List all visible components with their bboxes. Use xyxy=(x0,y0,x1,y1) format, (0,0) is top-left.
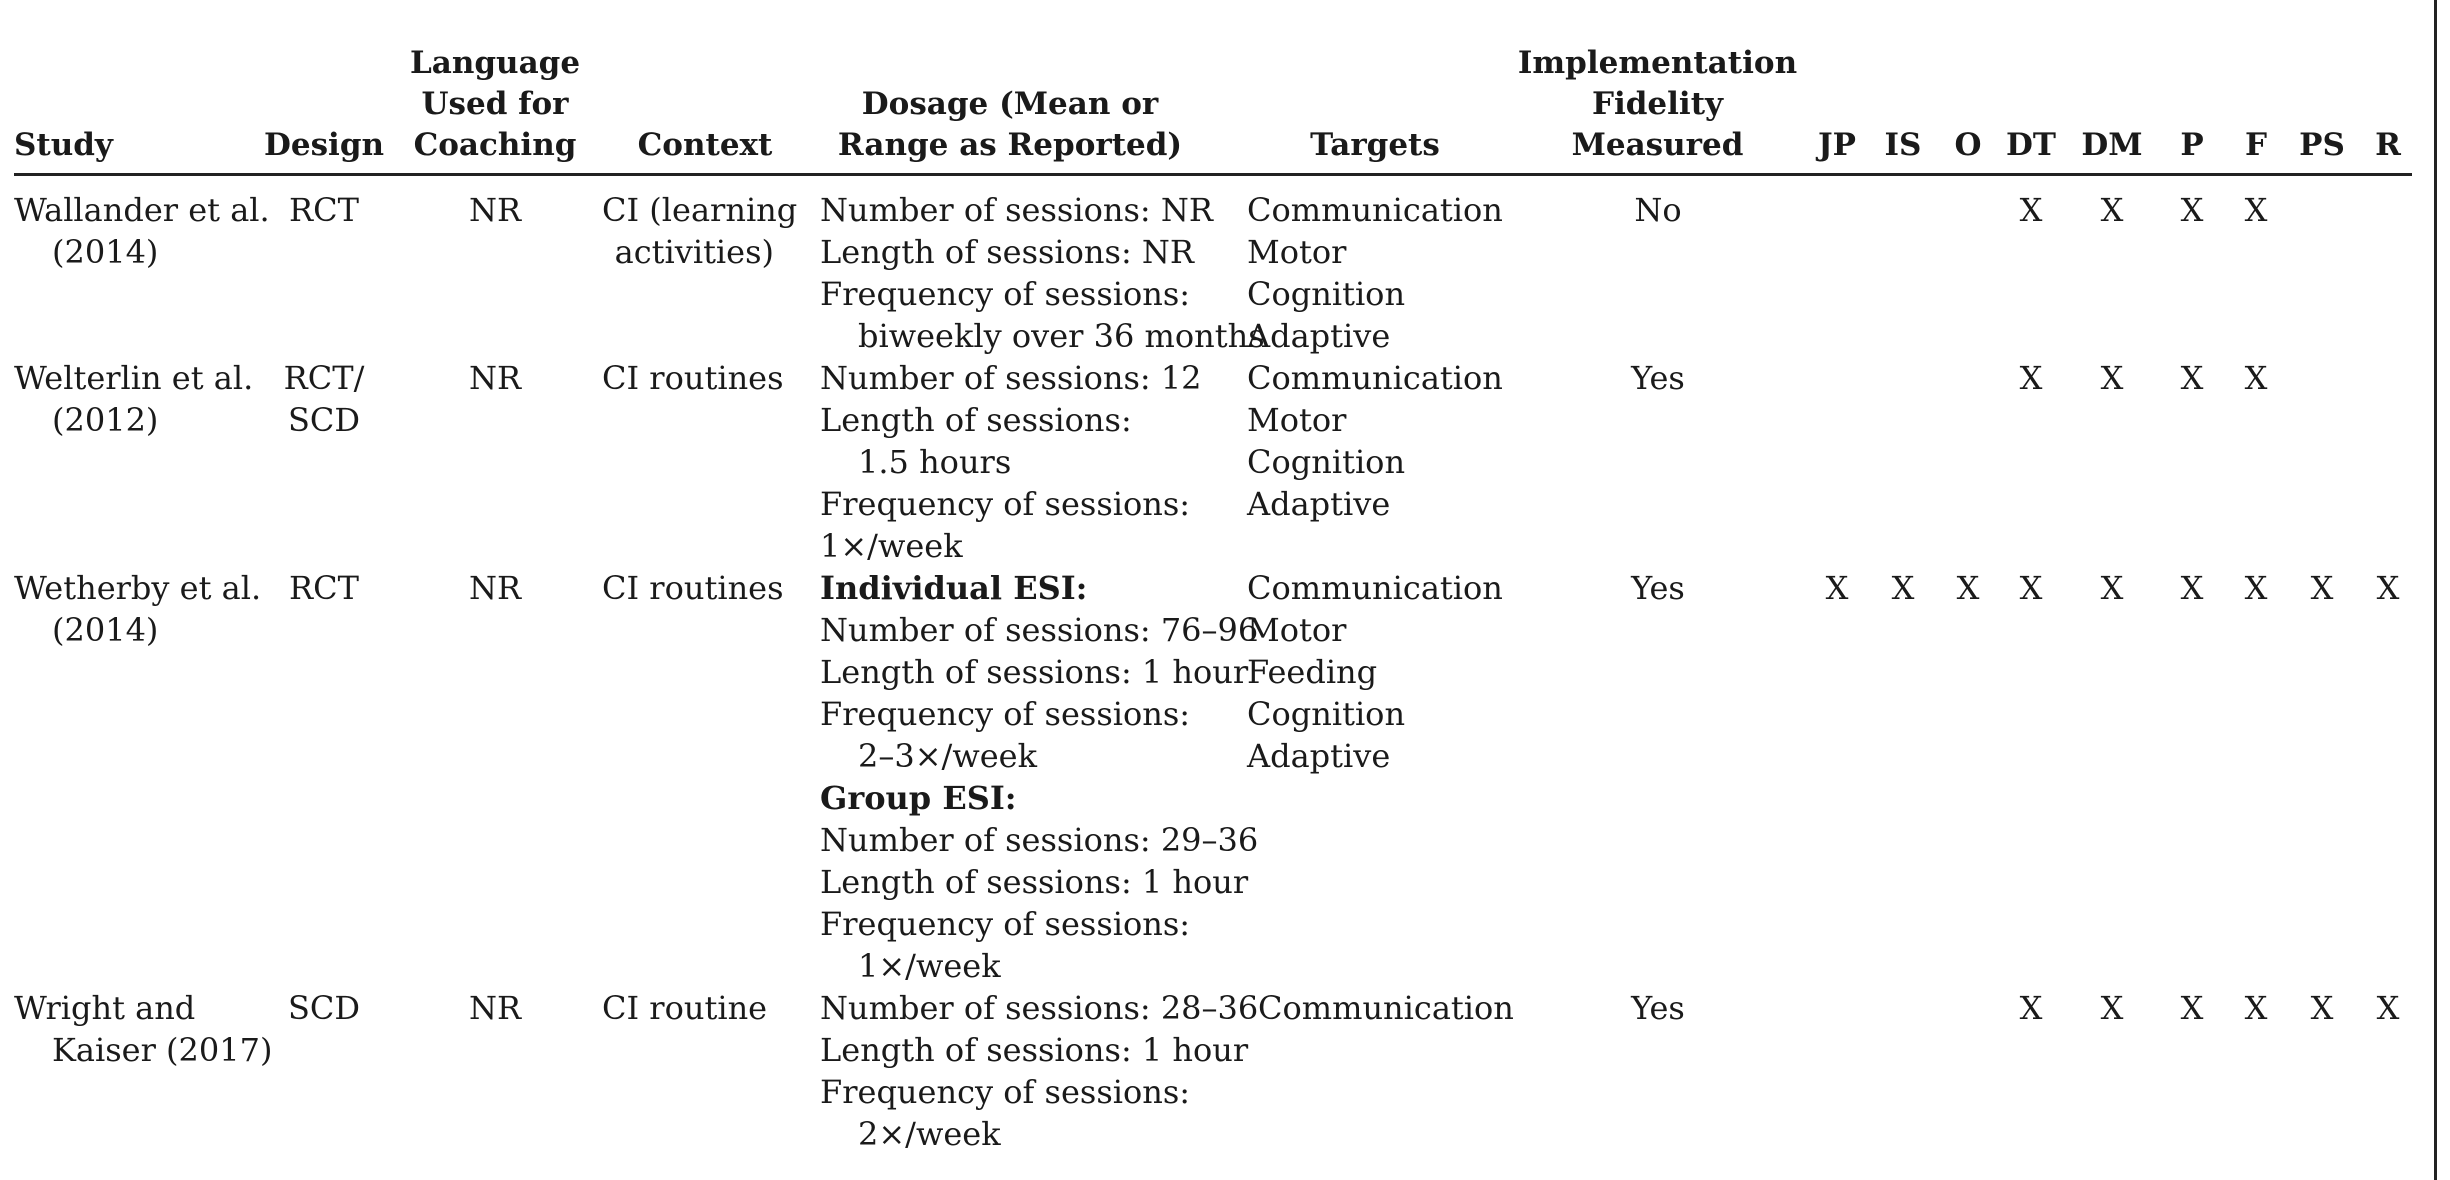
header-targets: Targets xyxy=(1310,127,1440,163)
right-border xyxy=(2434,0,2437,1180)
row-1-mark-p: X xyxy=(2180,191,2204,229)
header-code-r: R xyxy=(2375,127,2401,163)
row-2-dosage: Number of sessions: 12 Length of sessions: 1.5 hours Frequency of sessions: 1×/week xyxy=(820,359,1202,565)
row-2-mark-f: X xyxy=(2244,359,2268,397)
row-3-mark-r: X xyxy=(2376,569,2400,607)
header-design: Design xyxy=(264,127,385,163)
header-code-o: O xyxy=(1954,127,1982,163)
row-3-mark-f: X xyxy=(2244,569,2268,607)
row-4-fidelity: Yes xyxy=(1631,989,1685,1027)
row-2-study: Welterlin et al. (2012) xyxy=(14,359,254,439)
row-2-mark-p: X xyxy=(2180,359,2204,397)
header-fidelity: Implementation Fidelity Measured xyxy=(1517,45,1798,163)
header-code-jp: JP xyxy=(1818,127,1856,163)
row-2-language: NR xyxy=(468,359,522,397)
row-4-mark-ps: X xyxy=(2310,989,2334,1027)
header-code-ps: PS xyxy=(2299,127,2345,163)
row-4-study: Wright and Kaiser (2017) xyxy=(14,989,273,1069)
row-2-design: RCT/ SCD xyxy=(283,359,365,439)
header-study: Study xyxy=(14,127,113,163)
header-context: Context xyxy=(637,127,773,163)
row-4-mark-p: X xyxy=(2180,989,2204,1027)
row-2-mark-dt: X xyxy=(2019,359,2043,397)
row-1-study: Wallander et al. (2014) xyxy=(14,191,270,271)
row-3-study: Wetherby et al. (2014) xyxy=(14,569,262,649)
row-3-context: CI routines xyxy=(602,569,784,607)
header-language: Language Used for Coaching xyxy=(409,45,581,163)
row-3-mark-dm: X xyxy=(2100,569,2124,607)
row-1-context: CI (learning activities) xyxy=(602,191,798,271)
row-2-targets: Communication Motor Cognition Adaptive xyxy=(1247,359,1503,523)
row-1-language: NR xyxy=(468,191,522,229)
row-1-targets: Communication Motor Cognition Adaptive xyxy=(1247,191,1503,355)
row-2-context: CI routines xyxy=(602,359,784,397)
row-3-design: RCT xyxy=(289,569,359,607)
row-2-fidelity: Yes xyxy=(1631,359,1685,397)
row-4-design: SCD xyxy=(287,989,361,1027)
row-3-fidelity: Yes xyxy=(1631,569,1685,607)
row-4-mark-dt: X xyxy=(2019,989,2043,1027)
row-4-targets: Communication xyxy=(1258,989,1514,1027)
row-3-dosage: Individual ESI: Number of sessions: 76–96 Length of sessions: 1 hour Frequency of sessions: 2–3×/week Group ESI: Number of sessions: 29–36 Length of sessions: 1 hour Frequency of sessions: 1×/week xyxy=(820,569,1259,985)
row-1-fidelity: No xyxy=(1634,191,1682,229)
row-3-mark-jp: X xyxy=(1825,569,1849,607)
header-code-dt: DT xyxy=(2006,127,2056,163)
header-code-f: F xyxy=(2244,127,2267,163)
row-3-language: NR xyxy=(468,569,522,607)
header-code-is: IS xyxy=(1884,127,1922,163)
row-4-context: CI routine xyxy=(602,989,768,1027)
row-1-mark-f: X xyxy=(2244,191,2268,229)
header-code-dm: DM xyxy=(2081,127,2143,163)
header-dosage: Dosage (Mean or Range as Reported) xyxy=(837,86,1183,163)
row-3-mark-is: X xyxy=(1891,569,1915,607)
row-1-design: RCT xyxy=(289,191,359,229)
row-4-mark-r: X xyxy=(2376,989,2400,1027)
row-4-language: NR xyxy=(468,989,522,1027)
row-3-mark-p: X xyxy=(2180,569,2204,607)
row-3-mark-ps: X xyxy=(2310,569,2334,607)
row-4-dosage: Number of sessions: 28–36 Length of sessions: 1 hour Frequency of sessions: 2×/week xyxy=(820,989,1259,1153)
row-1-mark-dt: X xyxy=(2019,191,2043,229)
row-2-mark-dm: X xyxy=(2100,359,2124,397)
row-3-targets: Communication Motor Feeding Cognition Adaptive xyxy=(1247,569,1503,775)
row-4-mark-f: X xyxy=(2244,989,2268,1027)
row-3-mark-o: X xyxy=(1956,569,1980,607)
row-4-mark-dm: X xyxy=(2100,989,2124,1027)
row-3-mark-dt: X xyxy=(2019,569,2043,607)
header-code-p: P xyxy=(2180,127,2204,163)
row-1-dosage: Number of sessions: NR Length of sessions: NR Frequency of sessions: biweekly over 36 months xyxy=(820,191,1265,355)
header-rule xyxy=(14,173,2412,176)
row-1-mark-dm: X xyxy=(2100,191,2124,229)
